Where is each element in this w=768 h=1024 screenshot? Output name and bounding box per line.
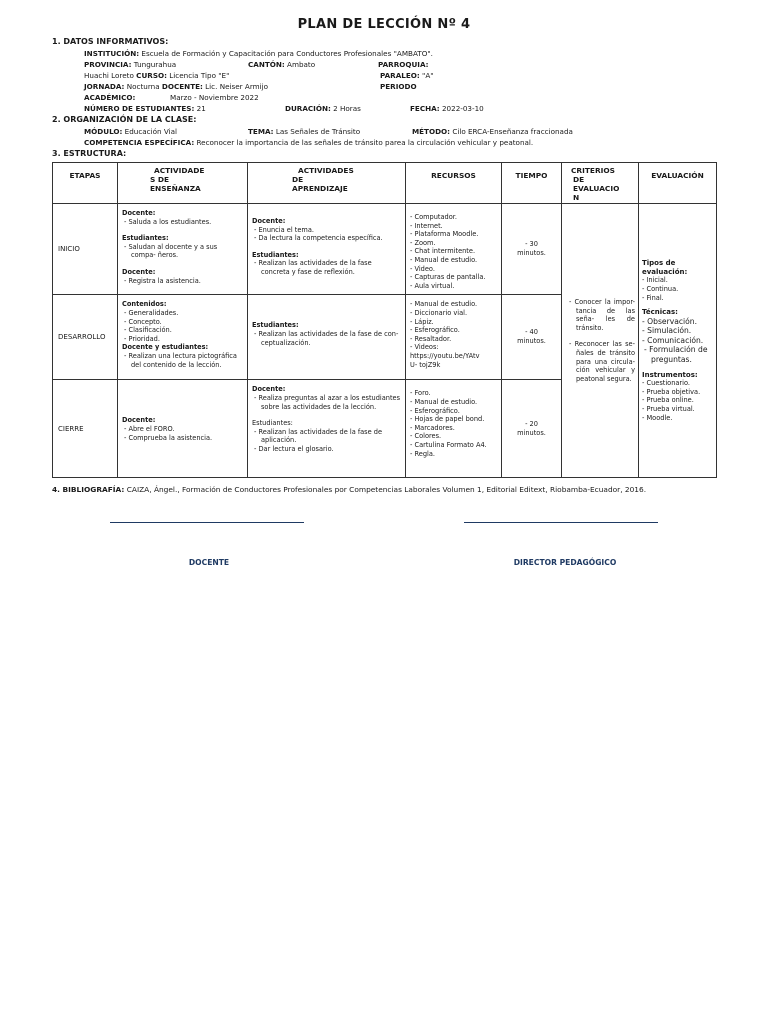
huachi-curso-line bbox=[84, 71, 229, 80]
tiempo-cierre: - 20 minutos. bbox=[502, 380, 562, 478]
section-4-heading: 4. BIBLIOGRAFÍA: bbox=[52, 485, 125, 494]
duracion-value: 2 Horas bbox=[330, 104, 361, 113]
modulo-label: MÓDULO: bbox=[84, 127, 123, 136]
parroquia-label: PARROQUIA: bbox=[378, 60, 429, 69]
criterios-cell bbox=[562, 204, 639, 478]
modulo-line bbox=[84, 127, 177, 136]
tema-label: TEMA: bbox=[248, 127, 274, 136]
competencia-label: COMPETENCIA ESPECÍFICA: bbox=[84, 138, 195, 147]
institucion-value: Escuela de Formación y Capacitación para Conductores Profesionales "AMBATO". bbox=[139, 49, 433, 58]
academico-line bbox=[84, 93, 135, 102]
tema-line bbox=[248, 127, 360, 136]
paralelo-value: "A" bbox=[419, 71, 434, 80]
recursos-inicio: - Computador. - Internet. - Plataforma Moodle. - Zoom. - Chat intermitente. - Manual de estudio. - Video. - Capturas de pantalla. - Aula virtual. bbox=[406, 204, 502, 295]
header-evaluacion: EVALUACIÓN bbox=[639, 163, 717, 204]
aprendizaje-inicio: Docente: - Enuncia el tema. - Da lectura la competencia específica. Estudiantes: - Realizan las actividades de la fase concreta y fase de reflexión. bbox=[248, 204, 406, 295]
header-criterios: CRITERIOS DE EVALUACIO N bbox=[562, 163, 639, 204]
evaluacion-cell: Tipos de evaluación: - Inicial. - Continua. - Final. Técnicas: - Observación. - Simulación. - Comunicación. - Formulación de preguntas. Instrumentos: - Cuestionario. - Prueba objetiva. - Prueba online. - Prueba virtual. - Moodle. bbox=[639, 204, 717, 478]
header-etapas: ETAPAS bbox=[53, 163, 118, 204]
jornada-label: JORNADA: bbox=[84, 82, 125, 91]
aprendizaje-desarrollo: Estudiantes: - Realizan las actividades de la fase de con- ceptualización. bbox=[248, 295, 406, 380]
docente-label: DOCENTE: bbox=[161, 82, 203, 91]
fecha-label: FECHA: bbox=[410, 104, 440, 113]
ensenanza-cierre: Docente: - Abre el FORO. - Comprueba la asistencia. bbox=[118, 380, 248, 478]
fecha-line bbox=[410, 104, 484, 113]
canton-line bbox=[248, 60, 315, 69]
jornada-value: Nocturna bbox=[124, 82, 160, 91]
competencia-value: Reconocer la importancia de las señales de tránsito parea la circulación vehicular y peatonal. bbox=[194, 138, 534, 147]
tema-value: Las Señales de Tránsito bbox=[273, 127, 361, 136]
canton-value: Ambato bbox=[284, 60, 316, 69]
paralelo-label: PARALEO: bbox=[380, 71, 420, 80]
instrumentos-heading: Instrumentos: bbox=[642, 370, 698, 379]
metodo-value: Cilo ERCA-Enseñanza fraccionada bbox=[450, 127, 573, 136]
curso-label: CURSO: bbox=[136, 71, 167, 80]
section-2-heading: 2. ORGANIZACIÓN DE LA CLASE: bbox=[52, 115, 197, 124]
tiempo-desarrollo: - 40 minutos. bbox=[502, 295, 562, 380]
periodo-line bbox=[380, 82, 417, 91]
competencia-line bbox=[84, 138, 533, 147]
aprendizaje-cierre: Docente: - Realiza preguntas al azar a los estudiantes sobre las actividades de la lección. Estudiantes: - Realizan las actividades de la fase de aplicación. - Dar lectura el glosario. bbox=[248, 380, 406, 478]
num-estudiantes-label: NÚMERO DE ESTUDIANTES: bbox=[84, 104, 195, 113]
institucion-label: INSTITUCIÓN: bbox=[84, 49, 140, 58]
duracion-label: DURACIÓN: bbox=[285, 104, 331, 113]
recursos-cierre: - Foro. - Manual de estudio. - Esferográfico. - Hojas de papel bond. - Marcadores. - Colores. - Cartulina Formato A4. - Regla. bbox=[406, 380, 502, 478]
page-title: PLAN DE LECCIÓN Nº 4 bbox=[297, 17, 471, 32]
table-row-inicio bbox=[53, 204, 717, 295]
institucion-line bbox=[84, 49, 433, 58]
fecha-value: 2022-03-10 bbox=[439, 104, 484, 113]
jornada-line bbox=[84, 82, 268, 91]
ensenanza-desarrollo: Contenidos: - Generalidades. - Concepto. - Clasificación. - Prioridad. Docente y estudiantes: - Realizan una lectura pictográfica del contenido de la lección. bbox=[118, 295, 248, 380]
header-actividades-ensenanza: ACTIVIDADE S DE ENSEÑANZA bbox=[118, 163, 248, 204]
structure-table bbox=[52, 162, 717, 478]
header-recursos: RECURSOS bbox=[406, 163, 502, 204]
modulo-value: Educación Vial bbox=[122, 127, 178, 136]
num-estudiantes-line bbox=[84, 104, 206, 113]
section-1-heading: 1. DATOS INFORMATIVOS: bbox=[52, 37, 169, 46]
docente-value: Lic. Neiser Armijo bbox=[202, 82, 269, 91]
metodo-label: MÉTODO: bbox=[412, 127, 451, 136]
tiempo-inicio: - 30 minutos. bbox=[502, 204, 562, 295]
criterio-2: - Reconocer las se- ñales de tránsito para una circula- ción vehicular y peatonal segura. bbox=[569, 340, 635, 383]
tecnicas-heading: Técnicas: bbox=[642, 308, 678, 317]
header-actividades-aprendizaje: ACTIVIDADES DE APRENDIZAJE bbox=[248, 163, 406, 204]
stage-cierre: CIERRE bbox=[53, 380, 118, 478]
canton-label: CANTÓN: bbox=[248, 60, 285, 69]
metodo-line bbox=[412, 127, 573, 136]
academico-value: Marzo - Noviembre 2022 bbox=[170, 93, 259, 102]
periodo-label: PERIODO bbox=[380, 82, 417, 91]
parroquia-line bbox=[378, 60, 429, 69]
tipos-heading: Tipos de evaluación: bbox=[642, 259, 688, 276]
stage-inicio: INICIO bbox=[53, 204, 118, 295]
provincia-label: PROVINCIA: bbox=[84, 60, 132, 69]
ensenanza-inicio: Docente: - Saluda a los estudiantes. Estudiantes: - Saludan al docente y a sus compa- ñeros. Docente: - Registra la asistencia. bbox=[118, 204, 248, 295]
provincia-line bbox=[84, 60, 176, 69]
bibliography-text: CAIZA, Ángel., Formación de Conductores Profesionales por Competencias Laborales Volumen 1, Editorial Editext, Riobamba-Ecuador, 2016. bbox=[124, 485, 647, 494]
academico-label: ACADÉMICO: bbox=[84, 93, 136, 102]
criterio-1: - Conocer la impor- tancia de las seña- les de tránsito. bbox=[569, 298, 635, 332]
table-header-row bbox=[53, 163, 717, 204]
header-tiempo: TIEMPO bbox=[502, 163, 562, 204]
provincia-value: Tungurahua bbox=[131, 60, 177, 69]
num-estudiantes-value: 21 bbox=[194, 104, 206, 113]
docente-signature-label: DOCENTE bbox=[188, 558, 230, 567]
stage-desarrollo: DESARROLLO bbox=[53, 295, 118, 380]
docente-signature-line bbox=[110, 522, 304, 523]
paralelo-line bbox=[380, 71, 434, 80]
bibliography-line bbox=[52, 485, 646, 494]
parroquia-value: Huachi Loreto bbox=[84, 71, 134, 80]
director-signature-line bbox=[464, 522, 658, 523]
director-signature-label: DIRECTOR PEDAGÓGICO bbox=[513, 558, 617, 567]
section-3-heading: 3. ESTRUCTURA: bbox=[52, 149, 127, 158]
recursos-desarrollo: - Manual de estudio. - Diccionario vial. - Lápiz. - Esferográfico. - Resaltador. - Videos: https://youtu.be/YAtv U- tojZ9k bbox=[406, 295, 502, 380]
curso-value: Licencia Tipo "E" bbox=[166, 71, 230, 80]
duracion-line bbox=[285, 104, 361, 113]
